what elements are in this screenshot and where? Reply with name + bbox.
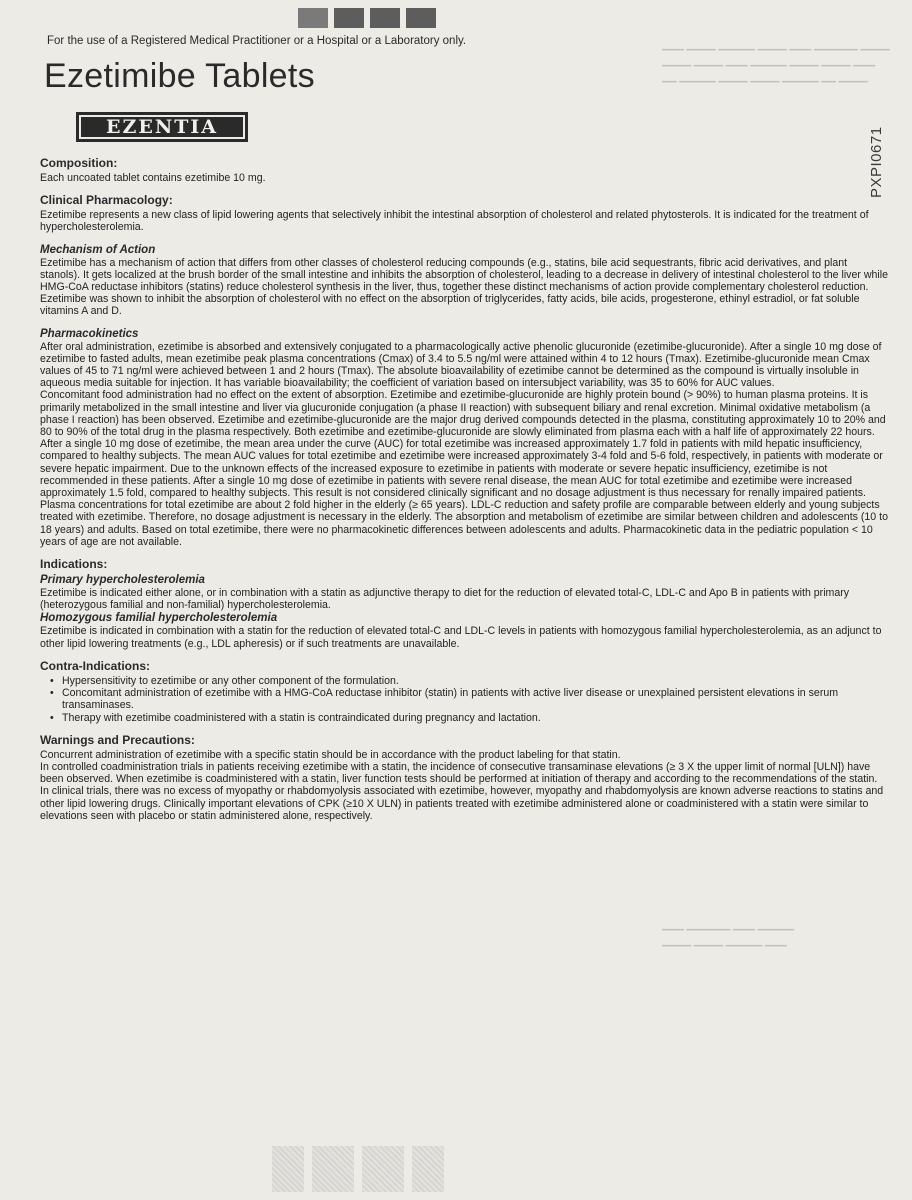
document-code: PXPI0671: [868, 126, 885, 198]
bleed-through-texture: ▁▁▁▁ ▁▁▁▁ ▁▁▁▁▁ ▁▁▁: [662, 936, 787, 947]
bleed-through-texture: ▁▁▁▁ ▁▁▁▁ ▁▁▁ ▁▁▁▁▁ ▁▁▁▁ ▁▁▁▁ ▁▁▁: [662, 56, 876, 67]
section-heading: Warnings and Precautions:: [40, 732, 195, 747]
list-item: • Hypersensitivity to ezetimibe or any other component of the formulation.: [50, 675, 888, 687]
section-heading: Indications:: [40, 557, 108, 572]
brand-name: EZENTIA: [81, 117, 243, 137]
bleed-through-texture: ▁▁ ▁▁▁▁▁ ▁▁▁▁ ▁▁▁▁ ▁▁▁▁▁ ▁▁ ▁▁▁▁: [662, 72, 868, 83]
paragraph: After oral administration, ezetimibe is absorbed and extensively conjugated to a pharmacologically active phenolic glucuronide (ezetimibe-glucuronide). After a single 10 mg dose of ezetimibe to fasted adults, mean ezetimibe peak plasma concentrations (Cmax) of 3.4 to 5.5 ng/ml were attained within 4 to 12 hours (Tmax). Ezetimibe-glucuronide mean Cmax values of 45 to 71 ng/ml were achieved between 1 and 2 hours (Tmax). The absolute bioavailability of ezetimibe cannot be determined as the compound is virtually insoluble in aqueous media suitable for injection. It has variable bioavailability; the coefficient of variation based on intersubject variability, was 35 to 60% for AUC values.: [40, 340, 882, 390]
paragraph: In controlled coadministration trials in patients receiving ezetimibe with a statin, the incidence of consecutive transaminase elevations (≥ 3 X the upper limit of normal [ULN]) have been observed. When ezetimibe is coadministered with a statin, liver function tests should be performed at initiation of therapy and according to the recommendations of the statin.: [40, 760, 878, 786]
composition-section: [40, 156, 888, 184]
section-heading: Clinical Pharmacology:: [40, 193, 173, 208]
paragraph: Ezetimibe is indicated in combination with a statin for the reduction of elevated total-C and LDL-C levels in patients with homozygous familial hypercholesterolemia, as an adjunct to other lipid lowering treatments (e.g., LDL apheresis) or if such treatments are unavailable.: [40, 625, 882, 650]
bleed-through-texture: ▁▁▁ ▁▁▁▁ ▁▁▁▁▁ ▁▁▁▁ ▁▁▁ ▁▁▁▁▁▁ ▁▁▁▁: [662, 40, 890, 51]
section-text: Ezetimibe represents a new class of lipid lowering agents that selectively inhibit the intestinal absorption of cholesterol and related phytosterols. It is indicated for the treatment of hypercholesterolemia.: [40, 209, 869, 234]
leaflet-body: [40, 156, 888, 822]
contra-indications-section: [40, 659, 888, 724]
clinical-pharmacology-section: [40, 193, 888, 233]
bleed-through-texture: ▁▁▁ ▁▁▁▁▁▁ ▁▁▁ ▁▁▁▁▁: [662, 920, 795, 931]
section-subheading: Homozygous familial hypercholesterolemia: [40, 612, 278, 625]
indications-section: [40, 557, 888, 650]
paragraph: Ezetimibe has a mechanism of action that differs from other classes of cholesterol reducing compounds (e.g., statins, bile acid sequestrants, fibric acid derivatives, and plant stanols). It gets localized at the brush border of the small intestine and inhibits the absorption of cholesterol, leading to a decrease in delivery of intestinal cholesterol to the liver while HMG-CoA reductase inhibitors (statins) reduce cholesterol synthesis in the liver, thus, together these distinct mechanisms of action provide complementary cholesterol reduction.: [40, 256, 888, 294]
list-item: • Therapy with ezetimibe coadministered with a statin is contraindicated during pregnancy and lactation.: [50, 712, 888, 724]
contra-indications-list: [40, 675, 888, 724]
mechanism-section: [40, 243, 888, 318]
pharmacokinetics-section: [40, 327, 888, 548]
brand-logo: [76, 112, 248, 142]
paragraph: Concurrent administration of ezetimibe with a specific statin should be in accordance with the product labeling for that statin.: [40, 748, 621, 761]
paragraph: After a single 10 mg dose of ezetimibe, the mean area under the curve (AUC) for total ezetimibe was increased approximately 1.7 fold in patients with mild hepatic insufficiency, compared to healthy subjects. The mean AUC values for total ezetimibe and ezetimibe were increased approximately 3-4 fold and 5-6 fold, respectively, in patients with moderate or severe hepatic impairment. Due to the unknown effects of the increased exposure to ezetimibe in patients with moderate or severe hepatic insufficiency, ezetimibe is not recommended in these patients. After a single 10 mg dose of ezetimibe in patients with severe renal disease, the mean AUC for total ezetimibe and ezetimibe were increased approximately 1.5 fold, compared to healthy subjects. This result is not considered clinically significant and no dosage adjustment is thus necessary for renally impaired patients.: [40, 438, 883, 500]
paragraph: Concomitant food administration had no effect on the extent of absorption. Ezetimibe and ezetimibe-glucuronide are highly protein bound (> 90%) to human plasma proteins. It is primarily metabolized in the small intestine and liver via glucuronide conjugation (a phase II reaction) with subsequent biliary and renal excretion. Minimal oxidative metabolism (a phase I reaction) has been observed. Ezetimibe and ezetimibe-glucuronide are the major drug derived compounds detected in the plasma, constituting approximately 10 to 20% and 80 to 90% of the total drug in the plasma respectively. Both ezetimibe and ezetimibe-glucuronide are slowly eliminated from plasma each with a half life of approximately 22 hours.: [40, 389, 886, 439]
section-subheading: Mechanism of Action: [40, 243, 156, 256]
paragraph: Ezetimibe was shown to inhibit the absorption of cholesterol with no effect on the absorption of triglycerides, fatty acids, bile acids, progesterone, ethinyl estradiol, or fat soluble vitamins A and D.: [40, 293, 860, 318]
paragraph: Plasma concentrations for total ezetimibe are about 2 fold higher in the elderly (≥ 65 years). LDL-C reduction and safety profile are comparable between elderly and young subjects treated with ezetimibe. Therefore, no dosage adjustment is necessary in the elderly. The absorption and metabolism of ezetimibe are similar between children and adolescents (10 to 18 years) and adults. Based on total ezetimibe, there were no pharmacokinetic differences between adolescents and adults. Pharmacokinetic data in the pediatric population < 10 years of age are not available.: [40, 499, 888, 548]
product-title: Ezetimibe Tablets: [44, 57, 315, 95]
section-text: Each uncoated tablet contains ezetimibe 10 mg.: [40, 172, 266, 184]
section-heading: Contra-Indications:: [40, 658, 150, 673]
paragraph: Ezetimibe is indicated either alone, or in combination with a statin as adjunctive therapy to diet for the reduction of elevated total-C, LDL-C and Apo B in patients with primary (heterozygous familial and non-familial) hypercholesterolemia.: [40, 587, 850, 612]
warnings-section: [40, 733, 888, 822]
list-item: • Concomitant administration of ezetimibe with a HMG-CoA reductase inhibitor (statin) in patients with active liver disease or unexplained persistent elevations in serum transaminases.: [50, 687, 888, 711]
print-color-swatches: [272, 1146, 444, 1192]
section-subheading: Pharmacokinetics: [40, 327, 139, 340]
section-subheading: Primary hypercholesterolemia: [40, 574, 205, 587]
print-registration-marks: [298, 8, 436, 28]
paragraph: In clinical trials, there was no excess of myopathy or rhabdomyolysis associated with ezetimibe, however, myopathy and rhabdomyolysis are known adverse reactions to statins and other lipid lowering drugs. Clinically important elevations of CPK (≥10 X ULN) in patients treated with ezetimibe administered alone or coadministered with a statin were similar to elevations seen with placebo or statin administered alone, respectively.: [40, 785, 884, 822]
usage-restriction-note: For the use of a Registered Medical Practitioner or a Hospital or a Laboratory only.: [47, 35, 467, 47]
section-heading: Composition:: [40, 156, 118, 170]
